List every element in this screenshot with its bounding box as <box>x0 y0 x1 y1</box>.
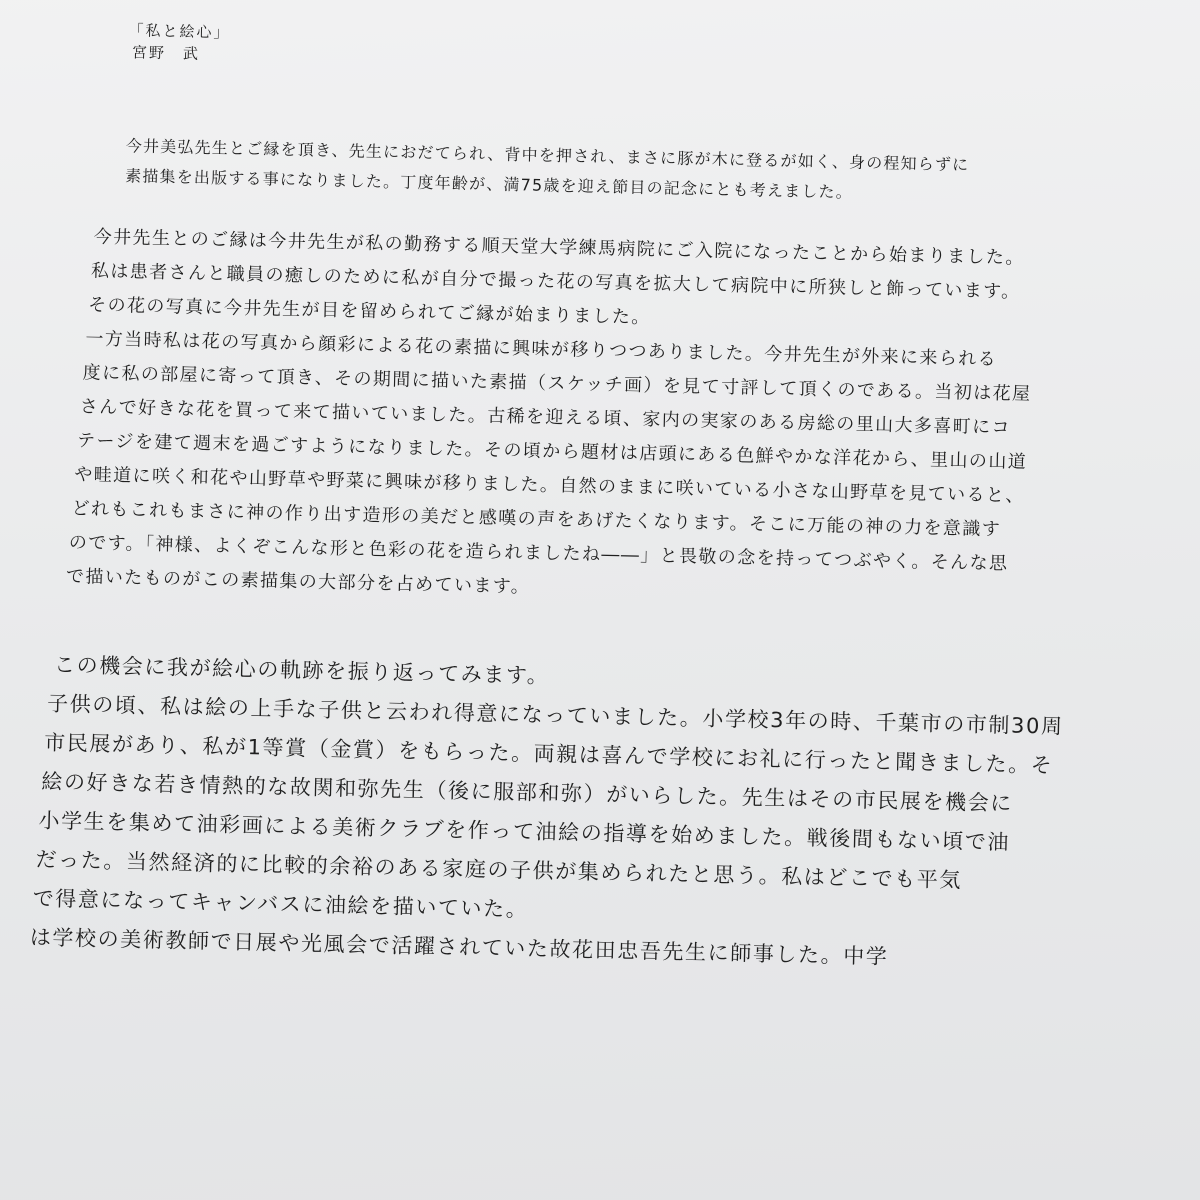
text-line: 度に私の部屋に寄って頂き、その期間に描いた素描（スケッチ画）を見て寸評して頂くのである。当初は花屋 <box>82 362 1032 405</box>
paragraph-3 <box>29 647 1200 984</box>
text-line: で得意になってキャンバスに油絵を描いていた。 <box>32 886 529 922</box>
text-line: や畦道に咲く和花や山野草や野菜に興味が移りました。自然のままに咲いている小さな山野草を見ていると、 <box>74 464 1025 507</box>
text-line: 私は患者さんと職員の癒しのために私が自分で撮った花の写真を拡大して病院中に所狭しと飾っています。 <box>90 260 1021 303</box>
text-line: 子供の頃、私は絵の上手な子供と云われ得意になっていました。小学校3年の時、千葉市の市制30周 <box>46 691 1064 739</box>
text-line: どれもこれもまさに神の作り出す造形の美だと感嘆の声をあげたくなります。そこに万能の神の力を意識す <box>71 498 1002 541</box>
text-line: テージを建て週末を過ごすようになりました。その頃から題材は店頭にある色鮮やかな洋花から、里山の山道 <box>76 430 1028 473</box>
text-line: その花の写真に今井先生が目を留められてご縁が始まりました。 <box>87 294 651 329</box>
text-line: この機会に我が絵心の軌跡を振り返ってみます。 <box>53 652 550 689</box>
text-line: 素描集を出版する事になりました。丁度年齢が、満75歳を迎え節目の記念にとも考えました。 <box>124 166 854 202</box>
text-line: 市民展があり、私が1等賞（金賞）をもらった。両親は喜んで学校にお礼に行ったと聞きました。そ <box>44 730 1054 778</box>
text-line: 一方当時私は花の写真から顔彩による花の素描に興味が移りつつありました。今井先生が外来に来られる <box>85 328 998 371</box>
text-line: のです。「神様、よくぞこんな形と色彩の花を造られましたね――」と畏敬の念を持ってつぶやく。そんな思 <box>68 532 1009 575</box>
text-line: 絵の好きな若き情熱的な故関和弥先生（後に服部和弥）がいらした。先生はその市民展を機会に <box>41 769 1014 816</box>
text-line: 今井先生とのご縁は今井先生が私の勤務する順天堂大学練馬病院にご入院になったことから始まりました。 <box>93 226 1025 269</box>
document-body <box>29 19 1200 984</box>
text-line: さんで好きな花を買って来て描いていました。古稀を迎える頃、家内の実家のある房総の里山大多喜町にコ <box>79 396 1012 439</box>
text-line: 小学生を集めて油彩画による美術クラブを作って油絵の指導を始めました。戦後間もない頃で油 <box>38 808 1011 855</box>
text-line: 今井美弘先生とご縁を頂き、先生におだてられ、背中を押され、まさに豚が木に登るが如く、身の程知らずに <box>125 136 970 175</box>
text-line: で描いたものがこの素描集の大部分を占めています。 <box>65 566 531 598</box>
paragraph-2 <box>65 221 1200 620</box>
paragraph-1 <box>125 131 1200 216</box>
document-title: 「私と絵心」 <box>128 21 231 42</box>
author-name: 宮野 武 <box>131 43 201 63</box>
text-line: だった。当然経済的に比較的余裕のある家庭の子供が集められたと思う。私はどこでも平気 <box>35 847 963 893</box>
text-line: は学校の美術教師で日展や光風会で活躍されていた故花田忠吾先生に師事した。中学 <box>29 925 889 969</box>
